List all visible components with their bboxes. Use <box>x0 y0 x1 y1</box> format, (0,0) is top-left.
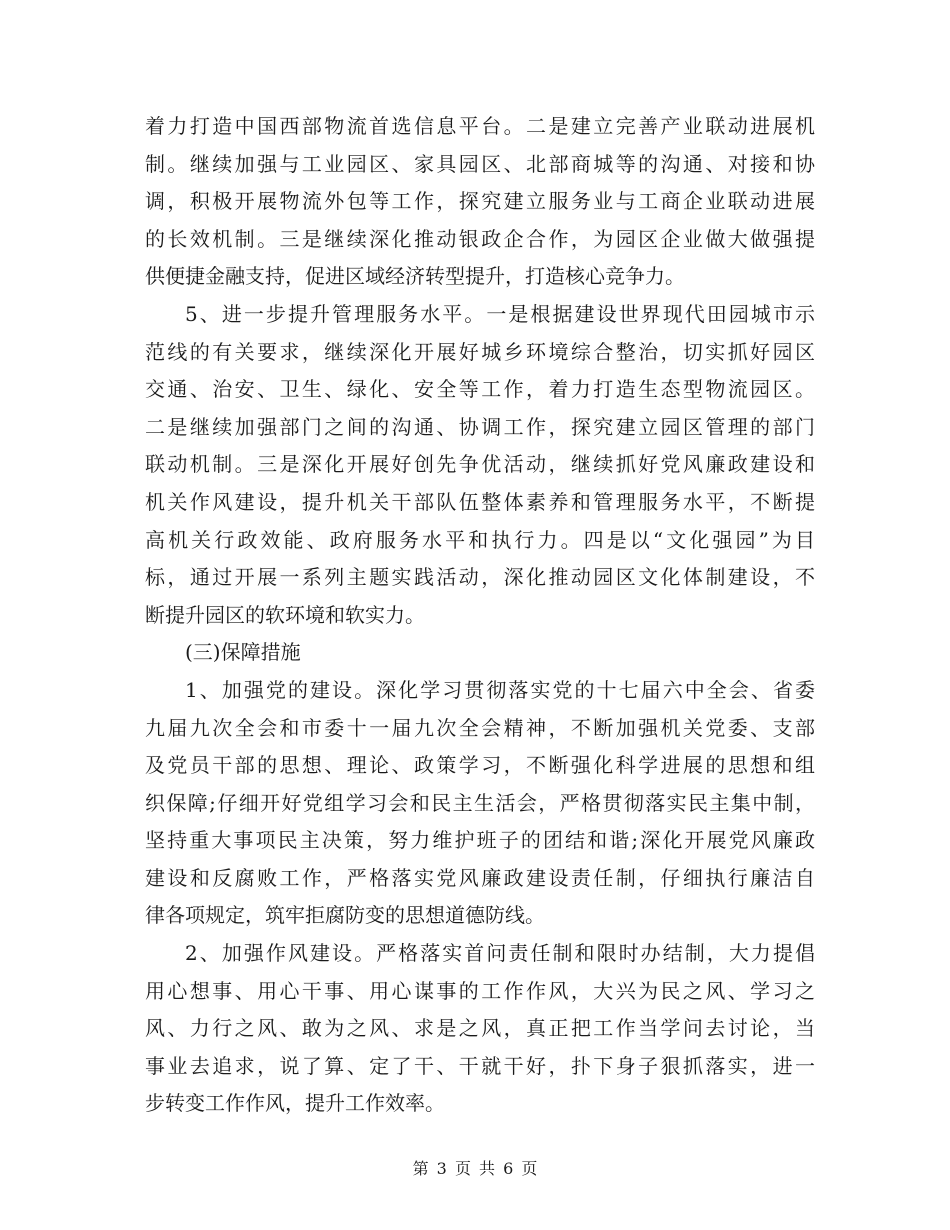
text-line: 用心想事、用心干事、用心谋事的工作作风，大兴为民之风、学习之 <box>145 978 815 1003</box>
text-line: 标，通过开展一系列主题实践活动，深化推动园区文化体制建设，不 <box>145 565 815 590</box>
text-line: 着力打造中国西部物流首选信息平台。二是建立完善产业联动进展机 <box>145 114 815 138</box>
text-line: 及党员干部的思想、理论、政策学习，不断强化科学进展的思想和组 <box>145 753 815 778</box>
text-line: 风、力行之风、敢为之风、求是之风，真正把工作当学问去讨论，当 <box>145 1016 815 1041</box>
text-line: 供便捷金融支持，促进区域经济转型提升，打造核心竞争力。 <box>145 264 685 289</box>
text-line: 制。继续加强与工业园区、家具园区、北部商城等的沟通、对接和协 <box>145 151 815 176</box>
text-line: 坚持重大事项民主决策，努力维护班子的团结和谐;深化开展党风廉政 <box>145 828 815 853</box>
text-line: 事业去追求，说了算、定了干、干就干好，扑下身子狠抓落实，进一 <box>145 1053 815 1078</box>
text-line: 断提升园区的软环境和软实力。 <box>145 602 425 627</box>
paragraph-start-line: 1、加强党的建设。深化学习贯彻落实党的十七届六中全会、省委 <box>185 677 815 702</box>
text-line: 范线的有关要求，继续深化开展好城乡环境综合整治，切实抓好园区 <box>145 339 815 364</box>
text-line: 联动机制。三是深化开展好创先争优活动，继续抓好党风廉政建设和 <box>145 452 815 477</box>
text-line: 建设和反腐败工作，严格落实党风廉政建设责任制，仔细执行廉洁自 <box>145 865 815 890</box>
section-heading: (三)保障措施 <box>185 640 301 665</box>
paragraph-start-line: 2、加强作风建设。严格落实首问责任制和限时办结制，大力提倡 <box>185 941 815 966</box>
text-line: 步转变工作作风，提升工作效率。 <box>145 1091 445 1116</box>
text-line: 九届九次全会和市委十一届九次全会精神，不断加强机关党委、支部 <box>145 715 815 740</box>
text-line: 调，积极开展物流外包等工作，探究建立服务业与工商企业联动进展 <box>145 189 815 214</box>
text-line: 机关作风建设，提升机关干部队伍整体素养和管理服务水平，不断提 <box>145 489 815 514</box>
text-line: 织保障;仔细开好党组学习会和民主生活会，严格贯彻落实民主集中制， <box>145 790 815 815</box>
text-line: 高机关行政效能、政府服务水平和执行力。四是以“文化强园”为目 <box>145 527 815 552</box>
text-line: 律各项规定，筑牢拒腐防变的思想道德防线。 <box>145 903 545 928</box>
text-line: 交通、治安、卫生、绿化、安全等工作，着力打造生态型物流园区。 <box>145 377 815 402</box>
paragraph-start-line: 5、进一步提升管理服务水平。一是根据建设世界现代田园城市示 <box>185 301 815 326</box>
page-number-footer: 第 3 页 共 6 页 <box>412 1159 538 1178</box>
text-line: 的长效机制。三是继续深化推动银政企合作，为园区企业做大做强提 <box>145 226 815 251</box>
text-line: 二是继续加强部门之间的沟通、协调工作，探究建立园区管理的部门 <box>145 414 815 439</box>
document-body <box>145 108 815 1123</box>
